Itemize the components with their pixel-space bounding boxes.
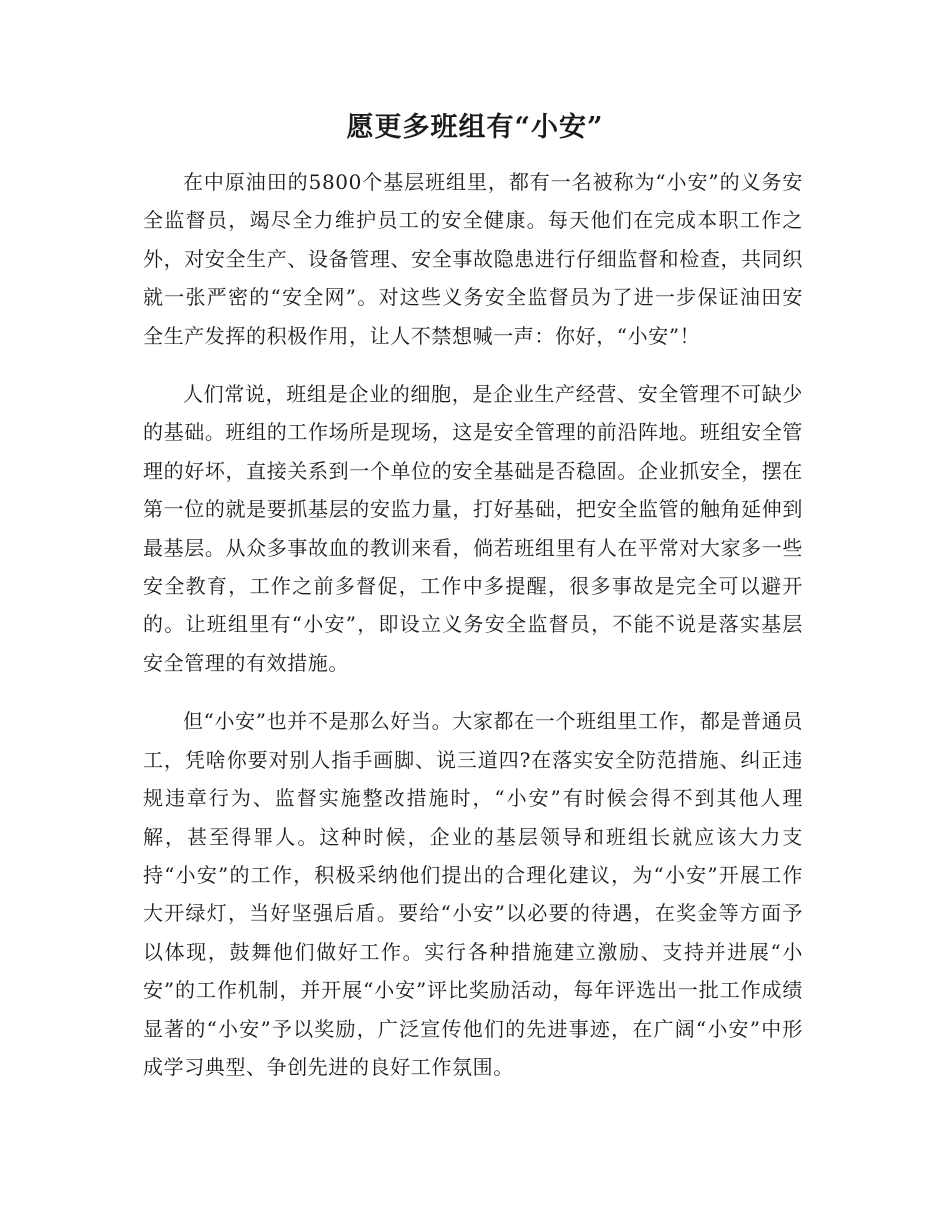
document-body — [143, 163, 803, 1086]
paragraph: 但“小安”也并不是那么好当。大家都在一个班组里工作，都是普通员工，凭啥你要对别人指手画脚、说三道四?在落实安全防范措施、纠正违规违章行为、监督实施整改措施时，“小安”有时候会得不到其他人理解，甚至得罪人。这种时候，企业的基层领导和班组长就应该大力支持“小安”的工作，积极采纳他们提出的合理化建议，为“小安”开展工作大开绿灯，当好坚强后盾。要给“小安”以必要的待遇，在奖金等方面予以体现，鼓舞他们做好工作。实行各种措施建立激励、支持并进展“小安”的工作机制，并开展“小安”评比奖励活动，每年评选出一批工作成绩显著的“小安”予以奖励，广泛宣传他们的先进事迹，在广阔“小安”中形成学习典型、争创先进的良好工作氛围。 — [143, 709, 803, 1079]
paragraph: 在中原油田的5800个基层班组里，都有一名被称为“小安”的义务安全监督员，竭尽全力维护员工的安全健康。每天他们在完成本职工作之外，对安全生产、设备管理、安全事故隐患进行仔细监督和检查，共同织就一张严密的“安全网”。对这些义务安全监督员为了进一步保证油田安全生产发挥的积极作用，让人不禁想喊一声：你好，“小安”！ — [143, 170, 803, 348]
paragraph: 人们常说，班组是企业的细胞，是企业生产经营、安全管理不可缺少的基础。班组的工作场所是现场，这是安全管理的前沿阵地。班组安全管理的好坏，直接关系到一个单位的安全基础是否稳固。企业抓安全，摆在第一位的就是要抓基层的安监力量，打好基础，把安全监管的触角延伸到最基层。从众多事故血的教训来看，倘若班组里有人在平常对大家多一些安全教育，工作之前多督促，工作中多提醒，很多事故是完全可以避开的。让班组里有“小安”，即设立义务安全监督员，不能不说是落实基层安全管理的有效措施。 — [143, 382, 803, 675]
document-title: 愿更多班组有“小安” — [346, 112, 604, 143]
